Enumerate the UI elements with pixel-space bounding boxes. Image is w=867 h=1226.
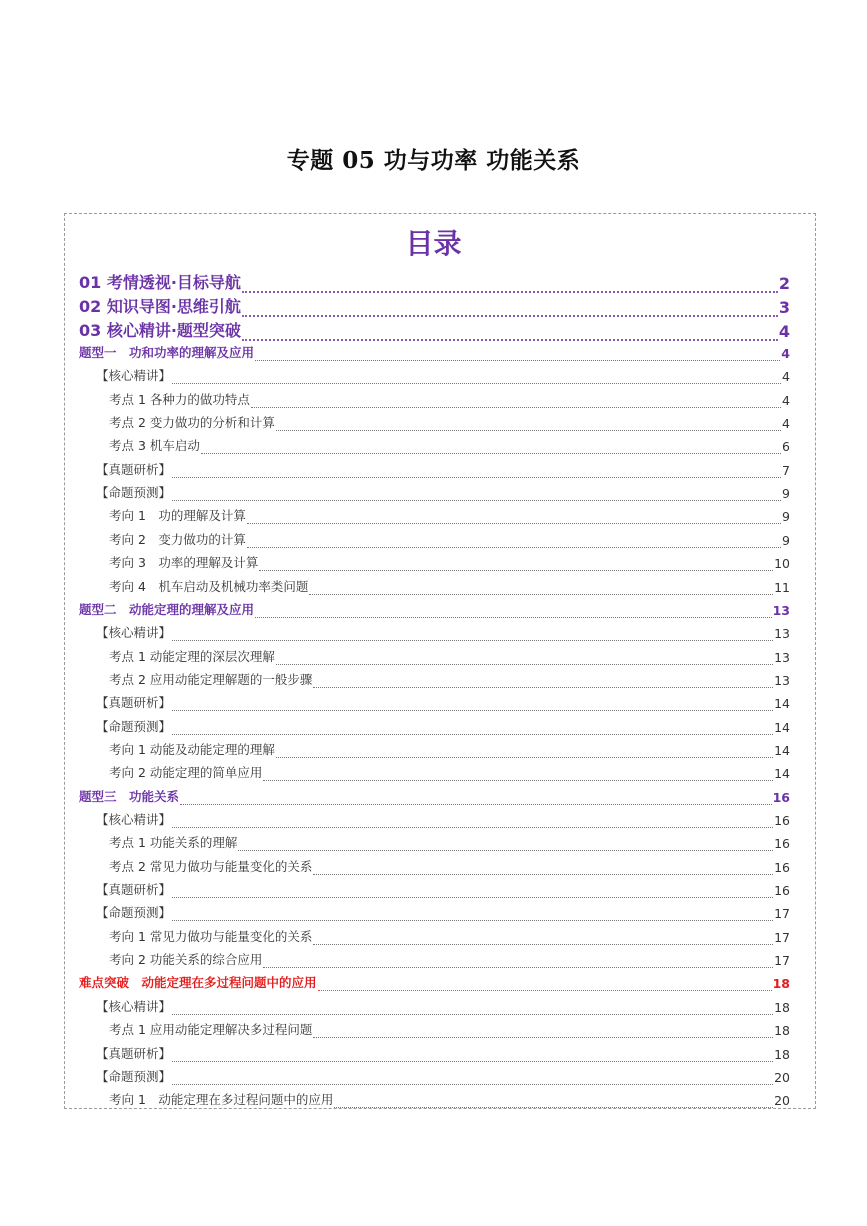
toc-entry-page: 16 xyxy=(774,813,790,828)
toc-entry-label: 【真题研析】 xyxy=(96,461,172,477)
toc-entry[interactable] xyxy=(109,553,790,571)
toc-entry-page: 7 xyxy=(782,462,790,478)
toc-entry-label: 难点突破 动能定理在多过程问题中的应用 xyxy=(79,975,317,991)
toc-dot-leader xyxy=(201,446,781,455)
toc-entry[interactable] xyxy=(109,950,790,968)
toc-dot-leader xyxy=(318,981,772,991)
toc-entry[interactable] xyxy=(109,530,790,548)
toc-dot-leader xyxy=(172,913,773,922)
toc-entry-label: 【核心精讲】 xyxy=(96,998,172,1014)
toc-entry-page: 4 xyxy=(782,416,790,432)
toc-dot-leader xyxy=(242,303,778,317)
toc-entry-label: 考点 1 动能定理的深层次理解 xyxy=(109,648,275,664)
toc-dot-leader xyxy=(276,656,773,665)
toc-entry[interactable] xyxy=(109,740,790,758)
toc-entry[interactable] xyxy=(96,880,790,898)
toc-dot-leader xyxy=(172,726,773,735)
toc-dot-leader xyxy=(172,820,773,829)
toc-heading: 目录 xyxy=(405,227,462,260)
toc-entry[interactable] xyxy=(79,600,790,618)
toc-entry[interactable] xyxy=(96,366,790,384)
toc-dot-leader xyxy=(172,376,781,385)
toc-entry-page: 17 xyxy=(774,929,790,945)
toc-entry-page: 17 xyxy=(774,953,790,969)
toc-dot-leader xyxy=(309,586,773,595)
toc-entry-label: 题型一 功和功率的理解及应用 xyxy=(79,345,255,360)
toc-entry-page: 18 xyxy=(774,999,790,1015)
toc-entry-page: 13 xyxy=(774,672,790,688)
toc-entry[interactable] xyxy=(79,787,790,805)
toc-entry-label: 考向 1 功的理解及计算 xyxy=(109,508,246,524)
toc-entry[interactable] xyxy=(96,903,790,921)
toc-entry-label: 考向 2 功能关系的综合应用 xyxy=(109,952,263,968)
toc-entry[interactable] xyxy=(96,1067,790,1085)
toc-entry[interactable] xyxy=(96,693,790,711)
toc-entry-page: 11 xyxy=(774,579,790,595)
toc-entry[interactable] xyxy=(96,810,790,828)
toc-dot-leader xyxy=(238,843,773,852)
toc-entry-page: 16 xyxy=(774,836,790,852)
toc-entry-label: 考向 3 功率的理解及计算 xyxy=(109,555,259,571)
toc-entry-page: 10 xyxy=(774,556,790,572)
toc-dot-leader xyxy=(263,773,773,782)
toc-dot-leader xyxy=(172,469,781,478)
toc-entry-page: 16 xyxy=(772,789,790,805)
toc-entry[interactable] xyxy=(109,506,790,524)
toc-dot-leader xyxy=(172,493,781,502)
toc-entry-page: 4 xyxy=(782,369,790,385)
toc-dot-leader xyxy=(313,866,773,875)
toc-entry[interactable] xyxy=(96,623,790,641)
toc-entry[interactable] xyxy=(79,271,790,293)
toc-entry-label: 考向 4 机车启动及机械功率类问题 xyxy=(109,578,309,594)
toc-entry-page: 13 xyxy=(774,649,790,665)
toc-entry-label: 01 考情透视·目标导航 xyxy=(79,273,241,292)
toc-entry-label: 【命题预测】 xyxy=(96,718,172,734)
toc-entry[interactable] xyxy=(109,670,790,688)
toc-entry[interactable] xyxy=(109,436,790,454)
toc-entry[interactable] xyxy=(109,763,790,781)
toc-dot-leader xyxy=(251,399,781,408)
toc-entry-page: 14 xyxy=(774,696,790,712)
toc-entry[interactable] xyxy=(109,927,790,945)
toc-entry-label: 【核心精讲】 xyxy=(96,368,172,384)
toc-entry-page: 9 xyxy=(782,532,790,548)
toc-entry-label: 【命题预测】 xyxy=(96,905,172,921)
toc-dot-leader xyxy=(259,563,773,572)
toc-dot-leader xyxy=(313,1030,773,1039)
toc-entry-page: 3 xyxy=(778,298,790,317)
toc-entry-page: 14 xyxy=(774,719,790,735)
toc-entry-label: 考点 2 常见力做功与能量变化的关系 xyxy=(109,858,313,874)
toc-entry-label: 考点 3 机车启动 xyxy=(109,438,200,454)
toc-dot-leader xyxy=(242,279,778,293)
toc-entry-page: 18 xyxy=(772,976,790,992)
toc-entry[interactable] xyxy=(109,390,790,408)
toc-entry-page: 13 xyxy=(772,602,790,618)
toc-entry-page: 9 xyxy=(782,486,790,502)
toc-entry-page: 20 xyxy=(774,1093,790,1109)
toc-entry[interactable] xyxy=(109,647,790,665)
toc-entry[interactable] xyxy=(109,1020,790,1038)
toc-dot-leader xyxy=(255,608,772,618)
toc-entry[interactable] xyxy=(96,460,790,478)
toc-entry-page: 14 xyxy=(774,742,790,758)
toc-entry-page: 9 xyxy=(782,509,790,525)
toc-entry-page: 16 xyxy=(774,883,790,899)
toc-entry-label: 【真题研析】 xyxy=(96,882,172,898)
toc-entry-page: 4 xyxy=(778,322,790,341)
toc-dot-leader xyxy=(180,795,772,805)
toc-entry-label: 考向 2 动能定理的简单应用 xyxy=(109,765,263,781)
toc-entry-label: 【命题预测】 xyxy=(96,485,172,501)
toc-entry-page: 2 xyxy=(778,274,790,293)
toc-entry[interactable] xyxy=(96,483,790,501)
page-title: 专题 05 功与功率 功能关系 xyxy=(286,147,581,174)
toc-entry-page: 6 xyxy=(782,439,790,455)
toc-entry-label: 【真题研析】 xyxy=(96,1045,172,1061)
toc-entry[interactable] xyxy=(109,413,790,431)
toc-dot-leader xyxy=(172,890,773,899)
toc-dot-leader xyxy=(255,351,780,361)
toc-entry-label: 考点 1 应用动能定理解决多过程问题 xyxy=(109,1022,313,1038)
toc-entry[interactable] xyxy=(109,1090,790,1108)
toc-entry[interactable] xyxy=(96,717,790,735)
toc-entry-label: 题型二 动能定理的理解及应用 xyxy=(79,601,255,617)
toc-entry-page: 13 xyxy=(774,626,790,642)
toc-entry-label: 【命题预测】 xyxy=(96,1068,172,1084)
toc-entry-label: 考点 2 应用动能定理解题的一般步骤 xyxy=(109,671,313,687)
toc-dot-leader xyxy=(172,633,773,642)
toc-entry-label: 【真题研析】 xyxy=(96,695,172,711)
toc-dot-leader xyxy=(263,960,773,969)
toc-dot-leader xyxy=(276,749,773,758)
toc-entry[interactable] xyxy=(79,295,790,317)
toc-entry-page: 4 xyxy=(782,392,790,408)
toc-entry-label: 03 核心精讲·题型突破 xyxy=(79,321,241,340)
toc-entry-page: 18 xyxy=(774,1023,790,1039)
toc-dot-leader xyxy=(172,1006,773,1015)
toc-entry-label: 考点 1 各种力的做功特点 xyxy=(109,391,250,407)
toc-dot-leader xyxy=(172,1053,773,1062)
toc-entry-page: 17 xyxy=(774,906,790,922)
toc-dot-leader xyxy=(172,703,773,712)
toc-entry-label: 题型三 功能关系 xyxy=(79,788,180,804)
toc-dot-leader xyxy=(242,327,778,341)
toc-dot-leader xyxy=(247,516,781,525)
toc-dot-leader xyxy=(247,539,781,548)
toc-entry[interactable] xyxy=(96,1044,790,1062)
toc-entry[interactable] xyxy=(79,973,790,991)
toc-dot-leader xyxy=(313,679,773,688)
toc-dot-leader xyxy=(334,1100,773,1109)
toc-entry-label: 02 知识导图·思维引航 xyxy=(79,297,241,316)
toc-entry-label: 考向 1 动能及动能定理的理解 xyxy=(109,741,275,757)
toc-entry-page: 4 xyxy=(781,346,790,361)
toc-entry-label: 考向 2 变力做功的计算 xyxy=(109,531,246,547)
toc-dot-leader xyxy=(276,423,781,432)
toc-entry-page: 16 xyxy=(774,859,790,875)
toc-dot-leader xyxy=(172,1076,773,1085)
toc-entry[interactable] xyxy=(79,343,790,361)
toc-entry-page: 20 xyxy=(774,1069,790,1085)
toc-dot-leader xyxy=(313,936,773,945)
toc-entry-label: 考向 1 动能定理在多过程问题中的应用 xyxy=(109,1092,334,1108)
toc-entry[interactable] xyxy=(79,319,790,341)
toc-entry-label: 【核心精讲】 xyxy=(96,812,172,827)
toc-entry-page: 14 xyxy=(774,766,790,782)
toc-entry-label: 【核心精讲】 xyxy=(96,625,172,641)
toc-entry-label: 考点 1 功能关系的理解 xyxy=(109,835,238,851)
toc-entry[interactable] xyxy=(109,833,790,851)
toc-entry-label: 考点 2 变力做功的分析和计算 xyxy=(109,415,275,431)
toc-entry-label: 考向 1 常见力做功与能量变化的关系 xyxy=(109,928,313,944)
toc-entry[interactable] xyxy=(109,857,790,875)
toc-entry[interactable] xyxy=(109,577,790,595)
toc-entry-page: 18 xyxy=(774,1046,790,1062)
toc-entry[interactable] xyxy=(96,997,790,1015)
